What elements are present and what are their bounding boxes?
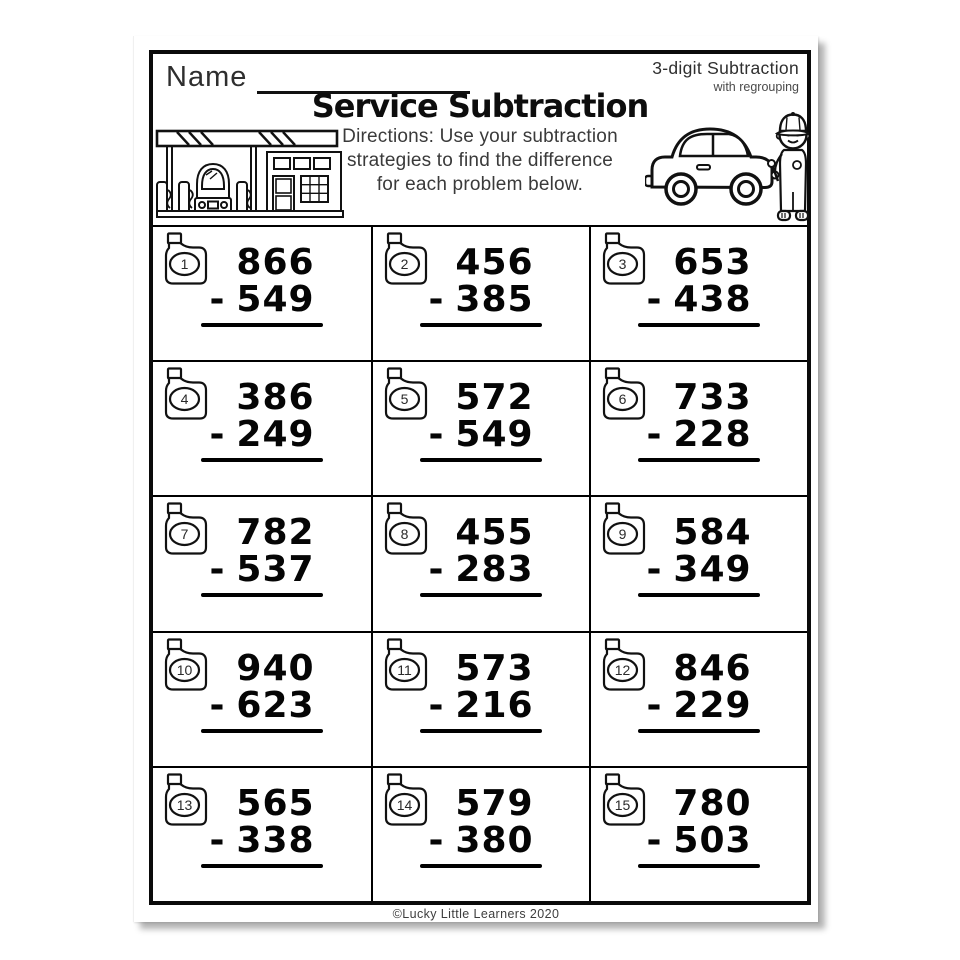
gas-station-illustration (155, 126, 345, 222)
problem-number: 14 (396, 796, 413, 813)
answer-line (638, 729, 759, 733)
answer-line (638, 864, 759, 868)
subtraction-problem (591, 512, 807, 597)
answer-line (420, 864, 541, 868)
minuend: 866 (236, 242, 315, 283)
problem-number: 2 (400, 256, 409, 272)
worksheet-header (153, 54, 807, 225)
worksheet-page (133, 36, 818, 922)
minus-sign: - (209, 819, 226, 861)
subtraction-problem (373, 377, 589, 462)
subtraction-problem (591, 377, 807, 462)
problem-cell-6 (589, 360, 807, 495)
worksheet-border (149, 50, 811, 905)
minus-sign: - (646, 819, 663, 861)
subtrahend: 228 (673, 414, 752, 456)
subtraction-problem (153, 512, 371, 597)
minus-sign: - (646, 684, 663, 726)
name-label: Name (166, 61, 248, 93)
minuend: 579 (455, 782, 534, 824)
problem-cell-9 (589, 495, 807, 630)
problem-number: 10 (176, 661, 193, 678)
minus-sign: - (428, 279, 445, 320)
problem-number: 12 (614, 661, 631, 678)
minuend: 565 (236, 782, 315, 824)
problem-number: 5 (400, 391, 409, 408)
problem-number: 9 (618, 526, 627, 543)
subtrahend: 503 (673, 819, 752, 861)
minuend: 940 (236, 647, 315, 689)
answer-line (201, 323, 322, 327)
problem-number: 13 (176, 796, 193, 813)
subtrahend: 338 (236, 819, 315, 861)
skill-level-subtitle: with regrouping (713, 80, 799, 94)
problems-grid (153, 225, 807, 901)
subtrahend: 549 (236, 279, 315, 320)
minuend: 782 (236, 512, 315, 554)
minus-sign: - (646, 414, 663, 456)
problem-cell-8 (371, 495, 589, 630)
problem-cell-2 (371, 225, 589, 360)
minus-sign: - (209, 549, 226, 591)
page-title: Service Subtraction (311, 87, 649, 125)
subtrahend: 385 (455, 279, 534, 320)
directions-line-1: Directions: Use your subtraction (342, 126, 618, 147)
copyright-footer: ©Lucky Little Learners 2020 (392, 907, 560, 921)
answer-line (638, 323, 759, 327)
problem-cell-10 (153, 631, 371, 766)
problem-number: 4 (180, 391, 189, 408)
problem-cell-15 (589, 766, 807, 901)
skill-level-title: 3-digit Subtraction (652, 58, 799, 78)
minus-sign: - (209, 414, 226, 456)
subtrahend: 349 (673, 549, 752, 591)
minuend: 572 (455, 377, 534, 419)
problem-cell-13 (153, 766, 371, 901)
minus-sign: - (428, 684, 445, 726)
subtraction-problem (153, 242, 371, 327)
subtrahend: 216 (455, 684, 534, 726)
subtraction-problem (153, 782, 371, 868)
minus-sign: - (209, 279, 226, 320)
minuend: 584 (673, 512, 752, 554)
directions-line-3: for each problem below. (376, 174, 584, 195)
minuend: 455 (455, 512, 534, 554)
subtrahend: 380 (455, 819, 534, 861)
answer-line (201, 593, 322, 597)
answer-line (638, 593, 759, 597)
minus-sign: - (428, 819, 445, 861)
problem-cell-11 (371, 631, 589, 766)
subtraction-problem (591, 647, 807, 733)
problem-cell-5 (371, 360, 589, 495)
subtrahend: 229 (673, 684, 752, 726)
subtrahend: 438 (673, 279, 752, 320)
minuend: 653 (673, 242, 752, 283)
subtraction-problem (153, 647, 371, 733)
answer-line (201, 864, 322, 868)
minus-sign: - (428, 414, 445, 456)
minus-sign: - (428, 549, 445, 591)
problem-cell-14 (371, 766, 589, 901)
problem-number: 3 (618, 256, 627, 272)
minus-sign: - (646, 279, 663, 320)
minus-sign: - (209, 684, 226, 726)
answer-line (420, 323, 541, 327)
subtrahend: 537 (236, 549, 315, 591)
answer-line (420, 729, 541, 733)
problem-number: 8 (400, 526, 409, 543)
subtraction-problem (373, 782, 589, 868)
subtraction-problem (153, 377, 371, 462)
car-and-mechanic-illustration (645, 108, 809, 225)
directions-line-2: strategies to find the difference (346, 150, 614, 171)
subtrahend: 283 (455, 549, 534, 591)
problem-cell-12 (589, 631, 807, 766)
answer-line (420, 593, 541, 597)
problem-number: 1 (180, 256, 189, 272)
problem-number: 15 (614, 796, 631, 813)
minuend: 780 (673, 782, 752, 824)
problem-number: 11 (397, 661, 412, 678)
answer-line (420, 458, 541, 462)
minuend: 573 (455, 647, 534, 689)
subtrahend: 249 (236, 414, 315, 456)
subtraction-problem (591, 782, 807, 868)
subtraction-problem (591, 242, 807, 327)
problem-number: 7 (180, 526, 189, 543)
minus-sign: - (646, 549, 663, 591)
problem-cell-7 (153, 495, 371, 630)
problem-number: 6 (618, 391, 627, 408)
problem-cell-4 (153, 360, 371, 495)
subtraction-problem (373, 242, 589, 327)
subtrahend: 623 (236, 684, 315, 726)
minuend: 733 (673, 377, 752, 419)
subtraction-problem (373, 512, 589, 597)
problem-cell-3 (589, 225, 807, 360)
subtraction-problem (373, 647, 589, 733)
answer-line (201, 458, 322, 462)
answer-line (638, 458, 759, 462)
minuend: 386 (236, 377, 315, 419)
answer-line (201, 729, 322, 733)
subtrahend: 549 (455, 414, 534, 456)
minuend: 846 (673, 647, 752, 689)
minuend: 456 (455, 242, 534, 283)
problem-cell-1 (153, 225, 371, 360)
